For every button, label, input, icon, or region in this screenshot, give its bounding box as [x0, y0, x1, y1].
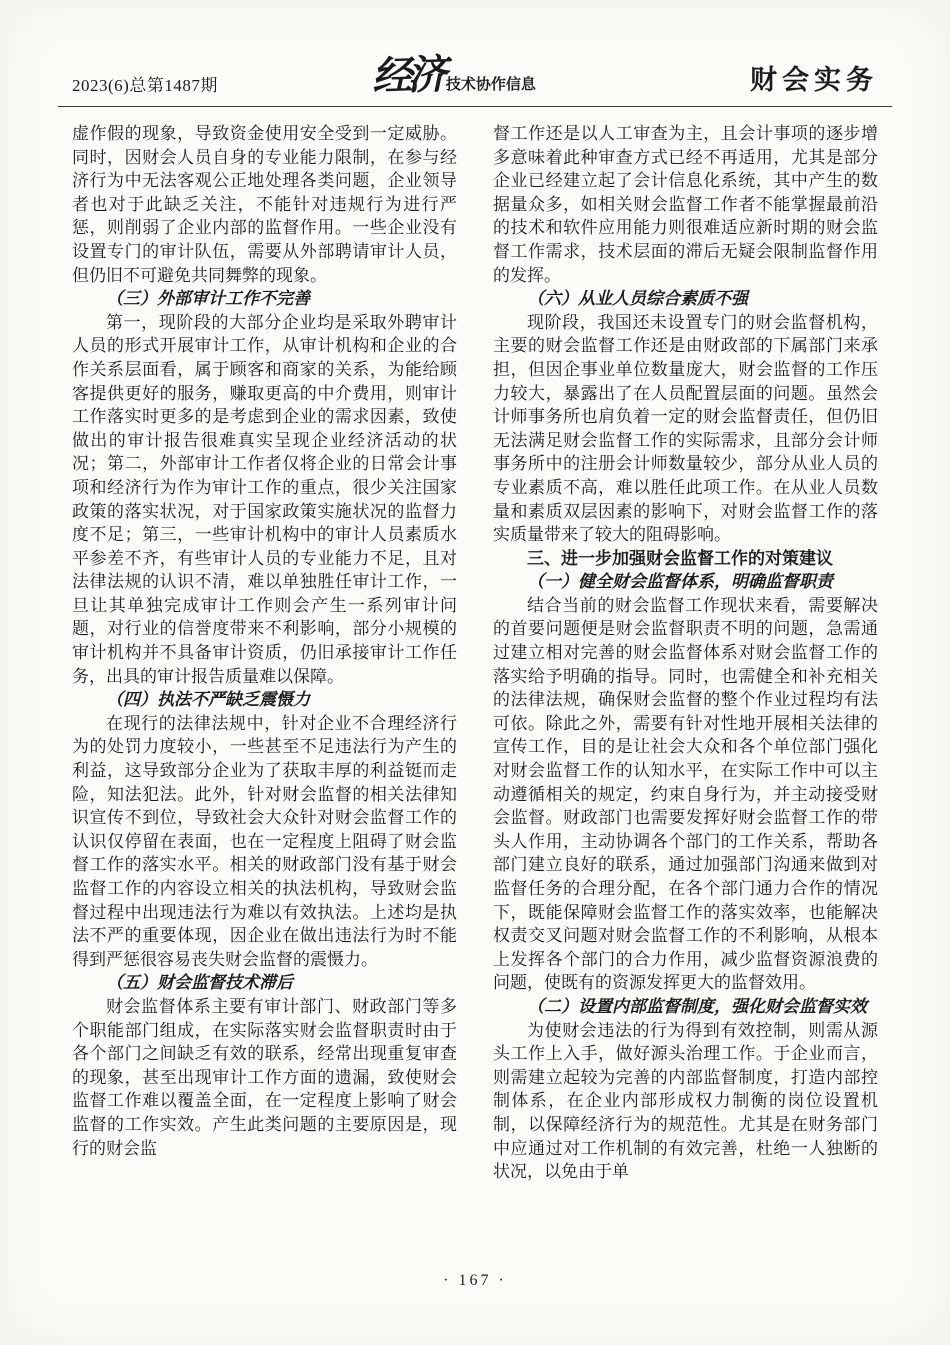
page-header	[0, 50, 950, 101]
issue-info: 2023(6)总第1487期	[72, 76, 218, 95]
paragraph: 为使财会违法的行为得到有效控制，则需从源头工作上入手，做好源头治理工作。于企业而言，则需建立起较为完善的内部监督制度，打造内部控制体系，在企业内部形成权力制衡的岗位设置机制，以保障经济行为的规范性。尤其是在财务部门中应通过对工作机制的有效完善，杜绝一人独断的状况，以免由于单	[493, 1020, 878, 1182]
sub-heading: （二）设置内部监督制度，强化财会监督实效	[527, 996, 867, 1016]
page-number: · 167 ·	[443, 1272, 507, 1289]
article-body	[0, 107, 950, 1184]
paragraph: 财会监督体系主要有审计部门、财政部门等多个职能部门组成，在实际落实财会监督职责时由于各个部门之间缺乏有效的联系，经常出现重复审查的现象，甚至出现审计工作方面的遗漏，致使财会监督工作难以覆盖全面，在一定程度上影响了财会监督的工作实效。产生此类问题的主要原因是，现行的财会监	[72, 996, 457, 1158]
journal-logo-script: 经济	[371, 50, 443, 101]
sub-heading: （三）外部审计工作不完善	[106, 289, 310, 309]
journal-logo-suffix: 技术协作信息	[445, 76, 536, 93]
sub-heading: （四）执法不严缺乏震慑力	[106, 690, 310, 710]
journal-logo	[371, 50, 536, 101]
paragraph-continued: 督工作还是以人工审查为主，且会计事项的逐步增多意味着此种审查方式已经不再适用，尤其是部分企业已经建立起了会计信息化系统，其中产生的数据量众多，如相关财会监督工作者不能掌握最前沿的技术和软件应用能力则很难适应新时期的财会监督工作需求，技术层面的滞后无疑会限制监督作用的发挥。	[493, 124, 878, 285]
sub-heading: （五）财会监督技术滞后	[106, 973, 293, 993]
paragraph: 结合当前的财会监督工作现状来看，需要解决的首要问题便是财会监督职责不明的问题，急需通过建立相对完善的财会监督体系对财会监督工作的落实给予明确的指导。同时，也需健全和补充相关的法律法规，确保财会监督的整个作业过程均有法可依。除此之外，需要有针对性地开展相关法律的宣传工作，目的是让社会大众和各个单位部门强化对财会监督工作的认知水平，在实际工作中可以主动遵循相关的规定，约束自身行为，并主动接受财会监督。财政部门也需要发挥好财会监督工作的带头人作用，主动协调各个部门的工作关系，帮助各部门建立良好的联系，通过加强部门沟通来做到对监督任务的合理分配，在各个部门通力合作的情况下，既能保障财会监督工作的落实效率，也能解决权责交叉问题对财会监督工作的不利影响，从根本上发挥各个部门的合力作用，减少监督资源浪费的问题，使既有的资源发挥更大的监督效用。	[493, 595, 878, 993]
paragraph: 在现行的法律法规中，针对企业不合理经济行为的处罚力度较小，一些甚至不足违法行为产生的利益，这导致部分企业为了获取丰厚的利益铤而走险，知法犯法。此外，针对财会监督的相关法律知识宣传不到位，导致社会大众针对财会监督工作的认识仅停留在表面，也在一定程度上阻碍了财会监督工作的落实水平。相关的财政部门没有基于财会监督工作的内容设立相关的执法机构，导致财会监督过程中出现违法行为难以有效执法。上述均是执法不严的重要体现，因企业在做出违法行为时不能得到严惩很容易丧失财会监督的震慑力。	[72, 713, 457, 969]
paragraph-continued: 虚作假的现象，导致资金使用安全受到一定威胁。同时，因财会人员自身的专业能力限制，在参与经济行为中无法客观公正地处理各类问题，企业领导者也对于此缺乏关注，不能针对违规行为进行严惩，则削弱了企业内部的监督作用。一些企业没有设置专门的审计队伍，需要从外部聘请审计人员，但仍旧不可避免共同舞弊的现象。	[72, 124, 457, 285]
paragraph: 第一，现阶段的大部分企业均是采取外聘审计人员的形式开展审计工作，从审计机构和企业的合作关系层面看，属于顾客和商家的关系，为能给顾客提供更好的服务，赚取更高的中介费用，则审计工作落实时更多的是考虑到企业的需求因素，致使做出的审计报告很难真实呈现企业经济活动的状况；第二，外部审计工作者仅将企业的日常会计事项和经济行为作为审计工作的重点，很少关注国家政策的落实状况，对于国家政策实施状况的监督力度不足；第三，一些审计机构中的审计人员素质水平参差不齐，有些审计人员的专业能力不足，且对法律法规的认识不清，难以单独胜任审计工作，一旦让其单独完成审计工作则会产生一系列审计问题，对行业的信誉度带来不利影响，部分小规模的审计机构并不具备审计资质，仍旧承接审计工作任务，出具的审计报告质量难以保障。	[72, 312, 457, 686]
sub-heading: （一）健全财会监督体系，明确监督职责	[527, 572, 833, 592]
section-title: 财会实务	[750, 65, 878, 95]
section-heading: 三、进一步加强财会监督工作的对策建议	[527, 548, 833, 568]
page-footer	[0, 1272, 950, 1290]
paragraph: 现阶段，我国还未设置专门的财会监督机构，主要的财会监督工作还是由财政部的下属部门来承担，但因企事业单位数量庞大，财会监督的工作压力较大，暴露出了在人员配置层面的问题。虽然会计师事务所也肩负着一定的财会监督责任，但仍旧无法满足财会监督工作的实际需求，且部分会计师事务所中的注册会计师数量较少，部分从业人员的专业素质不高，难以胜任此项工作。在从业人员数量和素质双层因素的影响下，对财会监督工作的落实质量带来了较大的阻碍影响。	[493, 312, 878, 545]
sub-heading: （六）从业人员综合素质不强	[527, 289, 748, 309]
right-column	[493, 122, 878, 1184]
left-column	[72, 122, 457, 1184]
